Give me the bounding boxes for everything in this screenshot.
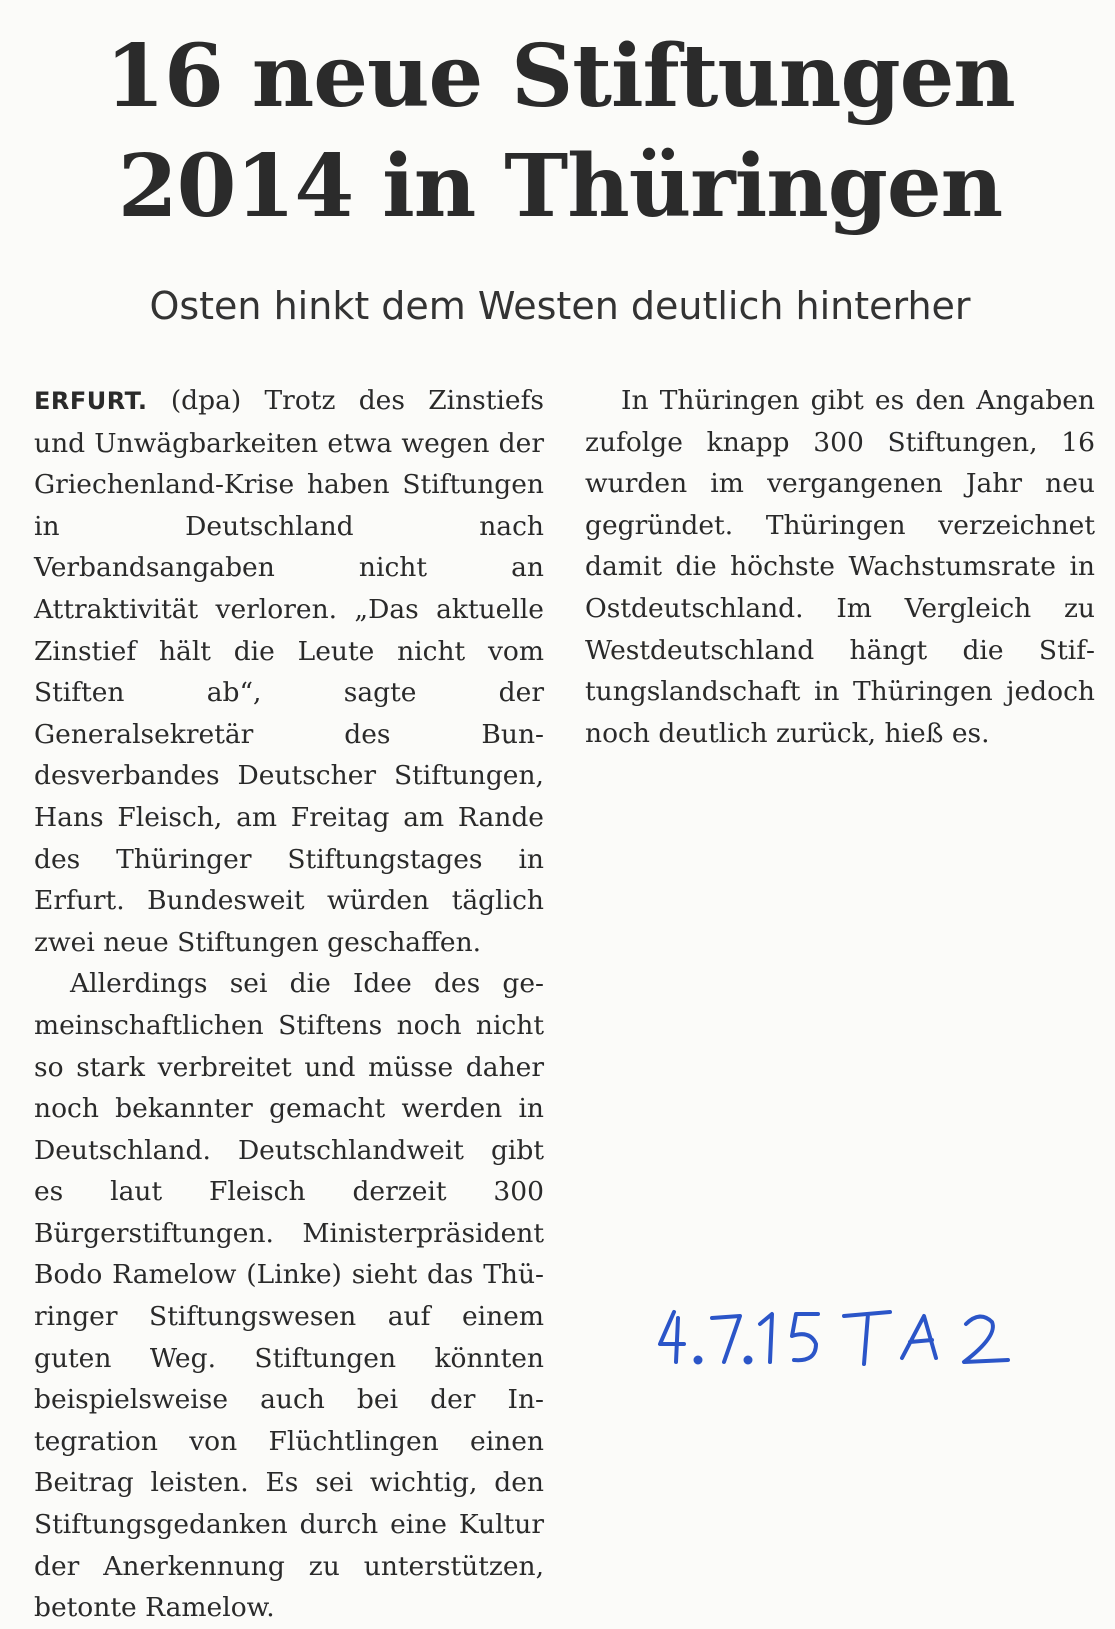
article-column-left: [34, 380, 544, 1629]
second-text: Allerdings sei die Idee des gemeinschaftlichen Stiftens noch nicht so stark verbreitet und müsse daher noch bekannter gemacht werden in Deutschland. Deutschlandweit gibt es laut Fleisch derzeit 300 Bürgerstiftungen. Ministerpräsident Bodo Ramelow (Linke) sieht das Thüringer Stiftungswesen auf einem guten Weg. Stiftungen könnten beispielsweise auch bei der Integration von Flüchtlingen einen Beitrag leisten. Es sei wichtig, den Stiftungsgedanken durch eine Kultur der Anerkennung zu unterstützen, betonte Ramelow.: [34, 968, 544, 1624]
subheadline: Osten hinkt dem Westen deutlich hinterher: [149, 284, 971, 328]
paragraph-third: [585, 380, 1095, 754]
lead-text: (dpa) Trotz des Zinstiefs und Unwägbarkeiten etwa wegen der Griechenland-Krise haben Stiftungen in Deutschland nach Verbandsangaben nicht an Attraktivität verloren. „Das aktuelle Zinstief hält die Leute nicht vom Stiften ab“, sagte der Generalsekretär des Bundesverbandes Deutscher Stiftungen, Hans Fleisch, am Freitag am Rande des Thüringer Stiftungstages in Erfurt. Bundesweit würden täglich zwei neue Stiftungen geschaffen.: [34, 385, 544, 958]
paragraph-lead: [34, 380, 544, 963]
paragraph-second: [34, 963, 544, 1629]
third-text: In Thüringen gibt es den Angaben zufolge knapp 300 Stiftungen, 16 wurden im vergangenen Jahr neu gegründet. Thüringen verzeichnet damit die höchste Wachstumsrate in Ostdeutschland. Im Vergleich zu Westdeutschland hängt die Stiftungslandschaft in Thüringen jedoch noch deutlich zurück, hieß es.: [585, 385, 1095, 749]
article-column-right: [585, 380, 1095, 754]
headline: 16 neue Stiftungen 2014 in Thüringen: [105, 26, 1015, 237]
handwritten-date-note: [640, 1300, 1100, 1375]
dateline: ERFURT.: [34, 387, 148, 415]
